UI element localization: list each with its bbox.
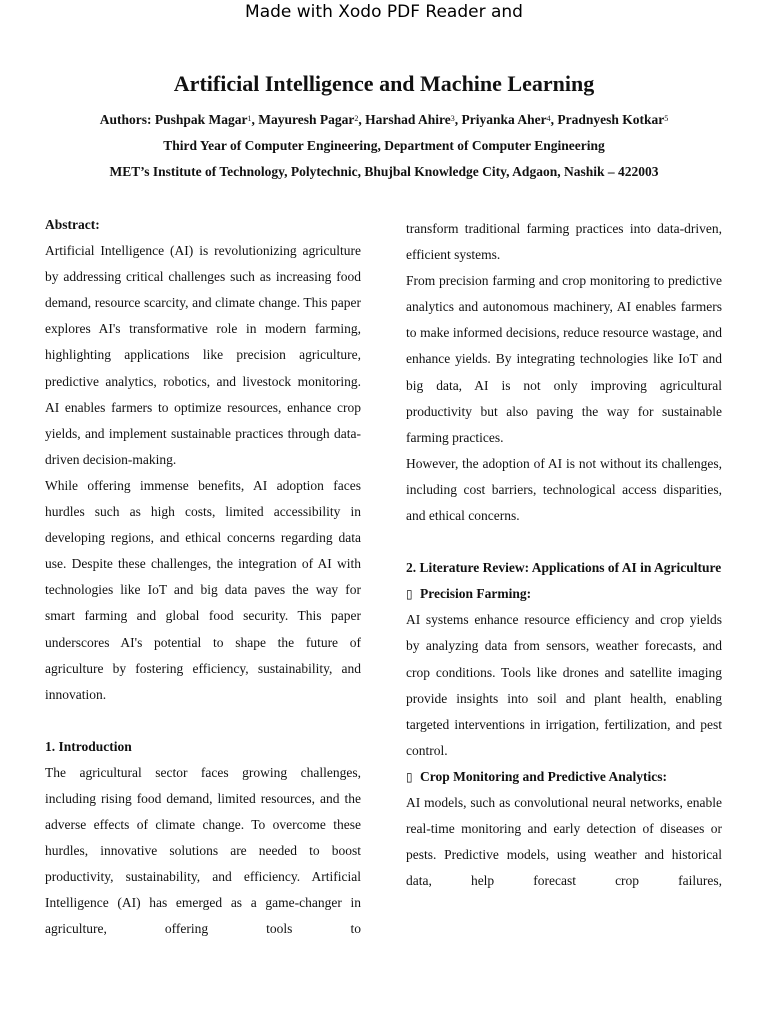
author-affil-number: 2 [354,114,359,123]
author-name: Pushpak Magar [154,112,248,127]
author-name: Priyanka Aher [461,112,547,127]
authors-prefix: Authors: [99,112,155,127]
bullet-icon: ▯ [406,587,413,602]
introduction-continuation: transform traditional farming practices into data-driven, efficient systems. [406,221,722,263]
abstract-heading: Abstract: [45,217,100,232]
authors-line: Authors: Pushpak Magar$^1$, Mayuresh Pagar$^2$, Harshad Ahire$^3$, Priyanka Aher$^4$, Pradnyesh Kotkar$^5$ [99,112,669,127]
introduction-paragraph-2: From precision farming and crop monitoring to predictive analytics and autonomous machinery, AI enables farmers to make informed decisions, reduce resource wastage, and enhance yields. By integrating technologies like IoT and big data, AI is not only improving agricultural productivity but also paving the way for sustainable farming practices. [406,273,722,445]
affiliation-department: Third Year of Computer Engineering, Department of Computer Engineering [163,138,605,153]
author-affil-number: 4 [546,114,551,123]
precision-farming-text: AI systems enhance resource efficiency and crop yields by analyzing data from sensors, weather forecasts, and crop conditions. Tools like drones and satellite imaging provide insights into soil and plant health, enabling targeted interventions in irrigation, fertilization, and pest control. [406,612,722,758]
introduction-paragraph-3: However, the adoption of AI is not without its challenges, including cost barriers, technological access disparities, and ethical concerns. [406,455,722,524]
affiliation-institute: MET’s Institute of Technology, Polytechnic, Bhujbal Knowledge City, Adgaon, Nashik – 422003 [109,164,659,179]
section-gap [406,529,722,555]
paper-title: Artificial Intelligence and Machine Learning [173,71,595,96]
right-column [406,216,722,894]
author-name: Harshad Ahire [365,112,451,127]
bullet-heading: Precision Farming: [420,586,532,602]
abstract-paragraph-2: While offering immense benefits, AI adoption faces hurdles such as high costs, limited accessibility in developing regions, and ethical concerns regarding data use. Despite these challenges, the integration of AI with technologies like IoT and big data paves the way for smart farming and global food security. This paper underscores AI's potential to shape the future of agriculture by fostering efficiency, sustainability, and innovation. [45,477,361,702]
bullet-heading: Crop Monitoring and Predictive Analytics: [420,768,667,784]
section-gap [45,708,361,734]
bullet-icon: ▯ [406,769,413,784]
watermark-banner: Made with Xodo PDF Reader and [245,2,523,22]
bullet-crop-monitoring [406,764,722,790]
author-name: Mayuresh Pagar [258,112,355,127]
crop-monitoring-text: AI models, such as convolutional neural networks, enable real-time monitoring and early detection of diseases or pests. Predictive models, using weather and historical data, help forecast crop failures, [406,794,722,889]
author-affil-number: 3 [450,114,455,123]
bullet-precision-farming [406,581,722,607]
abstract-paragraph-1: Artificial Intelligence (AI) is revolutionizing agriculture by addressing critical challenges such as increasing food demand, resource scarcity, and climate change. This paper explores AI's transformative role in modern farming, highlighting applications like precision agriculture, predictive analytics, robotics, and livestock monitoring. AI enables farmers to optimize resources, enhance crop yields, and implement sustainable practices through data-driven decision-making. [45,243,361,467]
left-column [45,212,361,943]
literature-review-heading: 2. Literature Review: Applications of AI in Agriculture [406,560,722,576]
introduction-heading: 1. Introduction [45,738,132,754]
author-affil-number: 5 [664,114,669,123]
author-affil-number: 1 [247,114,252,123]
introduction-paragraph-1: The agricultural sector faces growing challenges, including rising food demand, limited resources, and the adverse effects of climate change. To overcome these hurdles, innovative solutions are needed to boost productivity, sustainability, and efficiency. Artificial Intelligence (AI) has emerged as a game-changer in agriculture, offering tools to [45,764,361,937]
author-name: Pradnyesh Kotkar [557,112,665,127]
